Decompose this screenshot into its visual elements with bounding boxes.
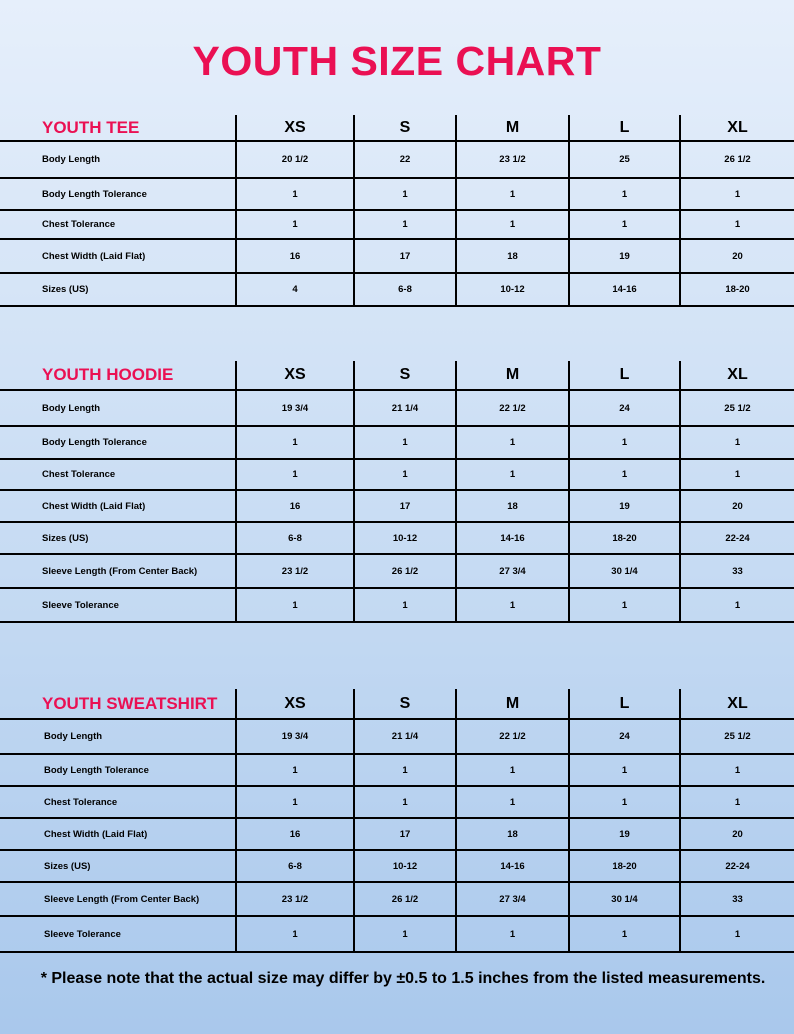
row-label: Body Length [42, 402, 101, 414]
row-label: Body Length Tolerance [42, 437, 147, 448]
row-label: Sizes (US) [44, 860, 91, 872]
cell-value: 23 1/2 [236, 554, 354, 588]
table-row [0, 426, 794, 459]
cell-value: 1 [354, 786, 456, 818]
cell-value: 33 [680, 554, 794, 588]
row-label: Sleeve Tolerance [44, 928, 121, 940]
cell-value: 18 [456, 239, 569, 273]
cell-value: 22 [354, 141, 456, 178]
cell-value: 1 [236, 426, 354, 459]
cell-value: 24 [569, 390, 680, 426]
cell-value: 1 [680, 459, 794, 490]
cell-value: 1 [569, 178, 680, 210]
cell-value: 1 [680, 178, 794, 210]
cell-value: 1 [456, 178, 569, 210]
section-title: YOUTH HOODIE [42, 365, 174, 384]
cell-value: 16 [236, 239, 354, 273]
cell-value: 19 3/4 [236, 390, 354, 426]
row-label: Chest Tolerance [42, 469, 116, 480]
cell-value: 22-24 [680, 522, 794, 554]
cell-value: 1 [354, 754, 456, 786]
row-label: Chest Width (Laid Flat) [42, 500, 146, 512]
table-row [0, 239, 794, 273]
cell-value: 1 [569, 754, 680, 786]
size-header: S [354, 115, 456, 141]
cell-value: 6-8 [236, 522, 354, 554]
youth-tee-table [0, 115, 794, 307]
section-title: YOUTH SWEATSHIRT [42, 693, 218, 713]
table-row [0, 588, 794, 622]
size-header: XL [680, 689, 794, 719]
size-header: XL [680, 361, 794, 390]
cell-value: 18 [456, 490, 569, 522]
footnote: * Please note that the actual size may differ by ±0.5 to 1.5 inches from the listed measurements. [40, 970, 766, 987]
cell-value: 1 [680, 588, 794, 622]
cell-value: 1 [680, 754, 794, 786]
cell-value: 1 [680, 210, 794, 239]
table-row [0, 754, 794, 786]
table-row [0, 178, 794, 210]
cell-value: 1 [456, 916, 569, 952]
row-label: Sizes (US) [42, 532, 89, 544]
cell-value: 19 [569, 239, 680, 273]
cell-value: 19 [569, 490, 680, 522]
cell-value: 1 [456, 459, 569, 490]
cell-value: 20 [680, 239, 794, 273]
cell-value: 25 1/2 [680, 390, 794, 426]
cell-value: 1 [354, 426, 456, 459]
cell-value: 1 [569, 786, 680, 818]
cell-value: 24 [569, 719, 680, 754]
cell-value: 16 [236, 818, 354, 850]
cell-value: 20 1/2 [236, 141, 354, 178]
cell-value: 6-8 [236, 850, 354, 882]
cell-value: 16 [236, 490, 354, 522]
table-row [0, 273, 794, 306]
cell-value: 30 1/4 [569, 882, 680, 916]
section-title: YOUTH TEE [42, 117, 140, 137]
cell-value: 18 [456, 818, 569, 850]
cell-value: 1 [236, 916, 354, 952]
table-row [0, 916, 794, 952]
size-header: XS [236, 361, 354, 390]
table-row [0, 882, 794, 916]
cell-value: 19 [569, 818, 680, 850]
size-header: L [569, 361, 680, 390]
cell-value: 22 1/2 [456, 390, 569, 426]
row-label: Sleeve Length (From Center Back) [42, 565, 198, 577]
cell-value: 25 [569, 141, 680, 178]
cell-value: 1 [680, 426, 794, 459]
cell-value: 14-16 [569, 273, 680, 306]
cell-value: 1 [456, 588, 569, 622]
cell-value: 1 [456, 786, 569, 818]
cell-value: 1 [456, 426, 569, 459]
cell-value: 1 [236, 754, 354, 786]
cell-value: 1 [569, 426, 680, 459]
cell-value: 1 [354, 459, 456, 490]
cell-value: 1 [354, 210, 456, 239]
table-row [0, 850, 794, 882]
cell-value: 1 [569, 210, 680, 239]
cell-value: 1 [354, 178, 456, 210]
cell-value: 30 1/4 [569, 554, 680, 588]
cell-value: 17 [354, 490, 456, 522]
cell-value: 17 [354, 818, 456, 850]
cell-value: 4 [236, 273, 354, 306]
cell-value: 21 1/4 [354, 390, 456, 426]
table-row [0, 490, 794, 522]
cell-value: 22 1/2 [456, 719, 569, 754]
cell-value: 26 1/2 [354, 882, 456, 916]
size-header: S [354, 361, 456, 390]
cell-value: 23 1/2 [456, 141, 569, 178]
youth-sweatshirt-table [0, 689, 794, 953]
table-row [0, 459, 794, 490]
table-row [0, 719, 794, 754]
size-header: XS [236, 689, 354, 719]
cell-value: 18-20 [680, 273, 794, 306]
table-row [0, 390, 794, 426]
row-label: Chest Tolerance [42, 219, 116, 230]
row-label: Sleeve Length (From Center Back) [44, 893, 200, 905]
row-label: Chest Tolerance [44, 796, 118, 808]
row-label: Sleeve Tolerance [42, 599, 119, 611]
cell-value: 1 [680, 916, 794, 952]
cell-value: 1 [569, 459, 680, 490]
cell-value: 1 [680, 786, 794, 818]
size-header: M [456, 115, 569, 141]
cell-value: 6-8 [354, 273, 456, 306]
cell-value: 1 [236, 178, 354, 210]
row-label: Sizes (US) [42, 284, 89, 295]
cell-value: 26 1/2 [354, 554, 456, 588]
size-header: M [456, 361, 569, 390]
cell-value: 1 [569, 588, 680, 622]
row-label: Body Length Tolerance [44, 764, 149, 776]
size-header: S [354, 689, 456, 719]
cell-value: 1 [354, 916, 456, 952]
cell-value: 1 [569, 916, 680, 952]
cell-value: 17 [354, 239, 456, 273]
row-label: Body Length Tolerance [42, 188, 147, 200]
cell-value: 23 1/2 [236, 882, 354, 916]
row-label: Body Length [42, 154, 101, 165]
size-header: M [456, 689, 569, 719]
size-header: XL [680, 115, 794, 141]
row-label: Chest Width (Laid Flat) [42, 250, 146, 262]
size-header: L [569, 115, 680, 141]
row-label: Body Length [44, 731, 103, 742]
table-row [0, 786, 794, 818]
cell-value: 20 [680, 490, 794, 522]
size-header: XS [236, 115, 354, 141]
cell-value: 27 3/4 [456, 882, 569, 916]
cell-value: 27 3/4 [456, 554, 569, 588]
cell-value: 10-12 [354, 850, 456, 882]
cell-value: 1 [236, 459, 354, 490]
cell-value: 14-16 [456, 850, 569, 882]
table-row [0, 554, 794, 588]
cell-value: 1 [354, 588, 456, 622]
cell-value: 25 1/2 [680, 719, 794, 754]
cell-value: 1 [456, 210, 569, 239]
cell-value: 22-24 [680, 850, 794, 882]
cell-value: 33 [680, 882, 794, 916]
cell-value: 1 [456, 754, 569, 786]
cell-value: 21 1/4 [354, 719, 456, 754]
cell-value: 1 [236, 588, 354, 622]
size-header: L [569, 689, 680, 719]
cell-value: 20 [680, 818, 794, 850]
cell-value: 10-12 [354, 522, 456, 554]
table-row [0, 522, 794, 554]
cell-value: 1 [236, 210, 354, 239]
youth-hoodie-table [0, 361, 794, 623]
page-title: YOUTH SIZE CHART [192, 38, 602, 84]
cell-value: 1 [236, 786, 354, 818]
cell-value: 26 1/2 [680, 141, 794, 178]
table-row [0, 141, 794, 178]
table-row [0, 818, 794, 850]
table-row [0, 210, 794, 239]
cell-value: 14-16 [456, 522, 569, 554]
cell-value: 19 3/4 [236, 719, 354, 754]
cell-value: 10-12 [456, 273, 569, 306]
cell-value: 18-20 [569, 850, 680, 882]
row-label: Chest Width (Laid Flat) [44, 828, 148, 840]
cell-value: 18-20 [569, 522, 680, 554]
